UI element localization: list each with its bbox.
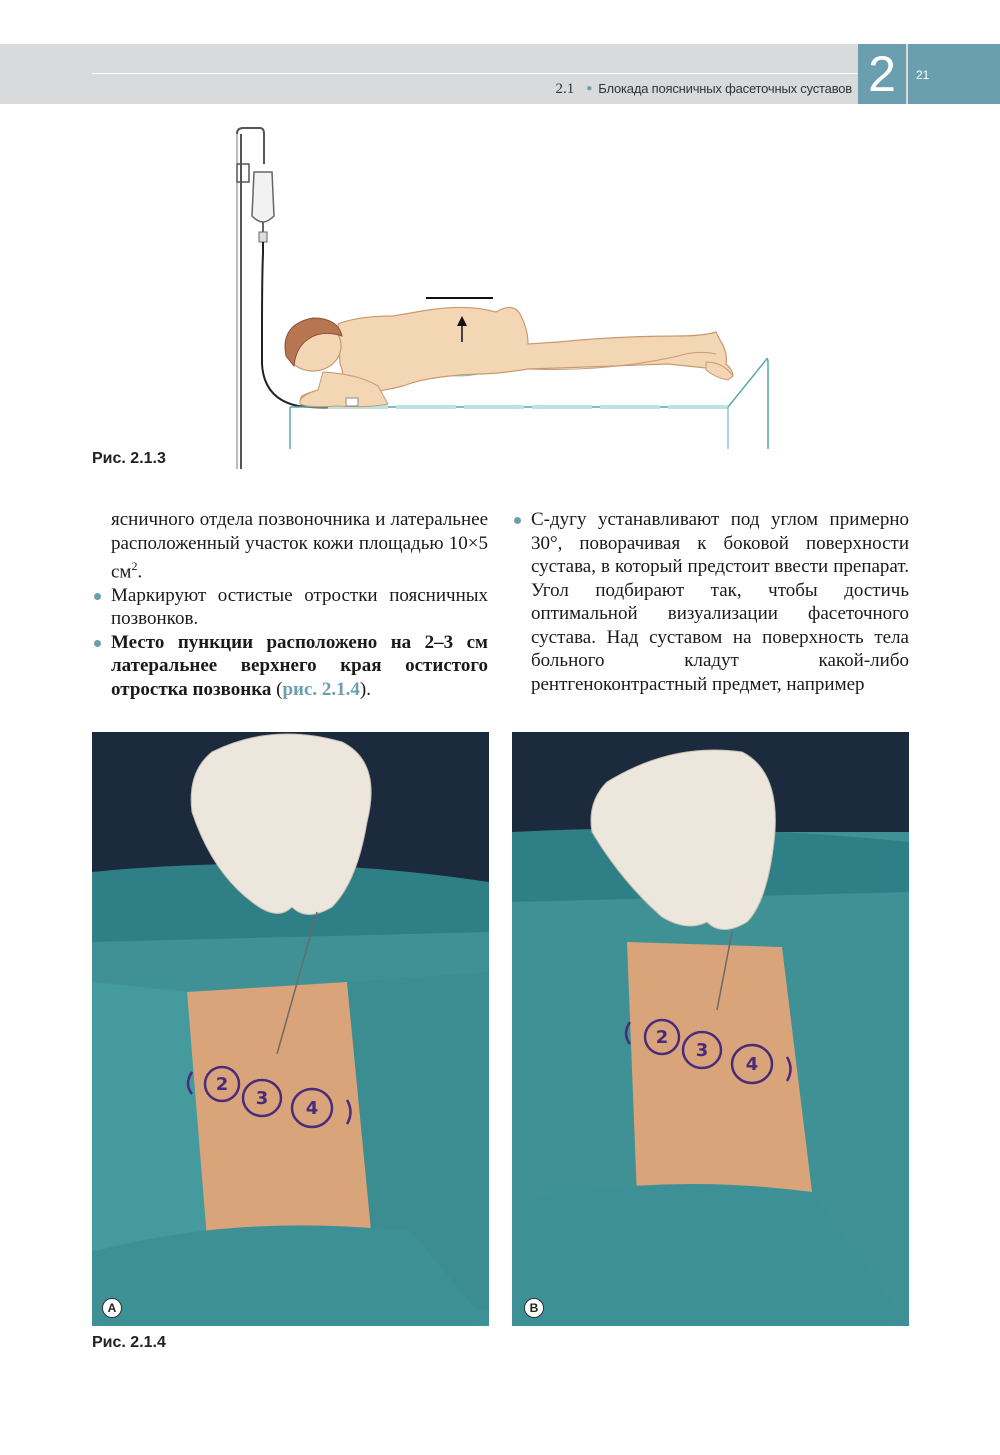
continuation-text: ясничного отдела позвоночника и латеральнее расположенный участок кожи площадью 10×5 см: [111, 509, 488, 583]
spinous-marking-2: 2: [215, 1074, 229, 1095]
spinous-marking-4: 4: [745, 1054, 759, 1075]
bullet-item: [92, 631, 488, 702]
photo-b-image: [512, 732, 909, 1326]
panel-label-a: A: [102, 1298, 122, 1318]
spinous-marking-3: 3: [255, 1088, 269, 1109]
spinous-marking-4: 4: [305, 1098, 319, 1119]
bullet-text: C-дугу устанавливают под углом примерно 30°, поворачивая к боковой поверхности сустава, в который предстоит ввести препарат. Угол подбирают так, чтобы достичь оптимальной визуализации фасеточного сустава. Над суставом на поверхность тела больного кладут какой-либо рентгеноконтрастный предмет, например: [531, 509, 909, 695]
separator-dot-icon: ●: [586, 83, 593, 94]
superscript: 2: [131, 559, 138, 573]
section-title: Блокада поясничных фасеточных суставов: [598, 81, 852, 96]
photo-a-image: [92, 732, 489, 1326]
bullet-bold-text: Место пункции расположено на 2–3 см латеральнее верхнего края остистого отростка позвонка: [111, 631, 488, 700]
panel-label-b: B: [524, 1298, 544, 1318]
spinous-marking-3: 3: [695, 1040, 709, 1061]
bullet-item: [512, 508, 909, 696]
patient-prone-illustration: [228, 124, 778, 474]
left-text-column: [92, 508, 488, 701]
figure-patient-illustration: [228, 124, 778, 474]
section-number: 2.1: [555, 81, 575, 97]
photo-panel-b: [512, 732, 909, 1326]
header-rule: [92, 73, 857, 74]
running-header: [555, 80, 852, 98]
page-number-box: [908, 44, 1000, 104]
bullet-text: Маркируют остистые отростки поясничных позвонков.: [111, 584, 488, 630]
figure-caption-2-1-4: Рис. 2.1.4: [92, 1334, 166, 1351]
photo-panel-a: [92, 732, 489, 1326]
paragraph-continuation: [92, 508, 488, 584]
right-text-column: [512, 508, 909, 696]
spinous-marking-2: 2: [655, 1027, 669, 1048]
chapter-number: 2: [858, 44, 906, 104]
paren-close: ).: [359, 678, 371, 700]
page-number: 21: [916, 68, 930, 82]
figure-reference-link[interactable]: рис. 2.1.4: [282, 678, 360, 700]
bullet-item: [92, 584, 488, 631]
figure-caption-2-1-3: Рис. 2.1.3: [92, 450, 166, 467]
continuation-end: .: [137, 561, 143, 583]
paren-open: (: [271, 678, 283, 700]
